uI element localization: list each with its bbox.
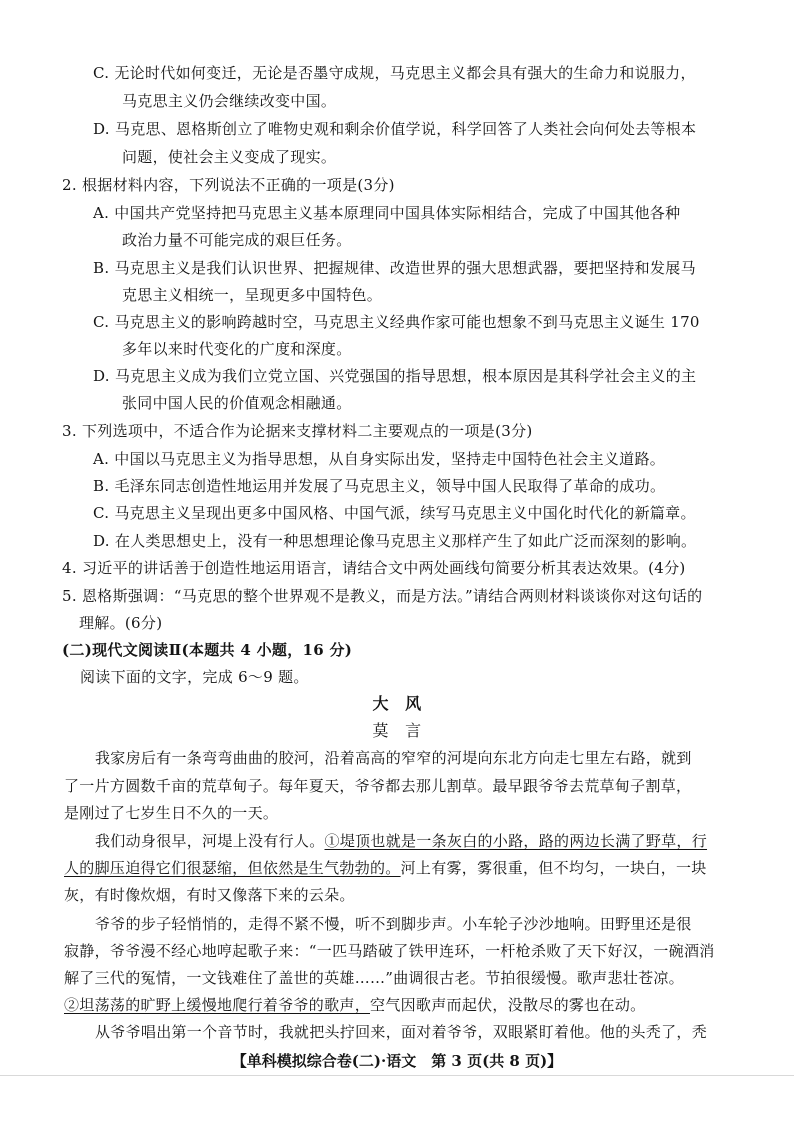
underlined-sentence-1: ①堤顶也就是一条灰白的小路，路的两边长满了野草，行 [324,832,708,850]
story-paragraph-1-line2: 了一片方圆数千亩的荒草甸子。每年夏天，爷爷都去那儿割草。最早跟爷爷去荒草甸子割草， [64,777,692,795]
q1-option-d-line1: D. 马克思、恩格斯创立了唯物史观和剩余价值学说，科学回答了人类社会向何处去等根本 [93,120,697,138]
q1-option-c-line2: 马克思主义仍会继续改变中国。 [122,92,337,110]
q2-option-c-line1: C. 马克思主义的影响跨越时空，马克思主义经典作家可能也想象不到马克思主义诞生 170 [93,313,700,331]
story-paragraph-2-line3: 灰，有时像炊烟，有时又像落下来的云朵。 [64,886,355,904]
q3-option-b: B. 毛泽东同志创造性地运用并发展了马克思主义，领导中国人民取得了革命的成功。 [93,477,666,495]
q1-option-d-line2: 问题，使社会主义变成了现实。 [122,148,337,166]
underlined-sentence-2: ②坦荡荡的旷野上缓慢地爬行着爷爷的歌声， [64,996,371,1014]
q2-option-c-line2: 多年以来时代变化的广度和深度。 [122,340,352,358]
q2-option-d-line2: 张同中国人民的价值观念相融通。 [122,394,352,412]
story-paragraph-3-line1: 爷爷的步子轻悄悄的，走得不紧不慢，听不到脚步声。小车轮子沙沙地响。田野里还是很 [95,915,692,933]
page-footer: 【单科模拟综合卷(二)·语文 第 3 页(共 8 页)】 [231,1052,563,1070]
q1-option-c-line1: C. 无论时代如何变迁，无论是否墨守成规，马克思主义都会具有强大的生命力和说服力， [93,64,696,82]
story-paragraph-1-line1: 我家房后有一条弯弯曲曲的胶河，沿着高高的窄窄的河堤向东北方向走七里左右路，就到 [95,749,692,767]
q5-stem-line2: 理解。(6分) [79,614,163,632]
q5-stem-line1: 5. 恩格斯强调：“马克思的整个世界观不是教义，而是方法。”请结合两则材料谈谈你对这句话的 [62,587,703,605]
story-paragraph-2-text-continued: 河上有雾，雾很重，但不均匀，一块白，一块 [400,859,707,877]
q3-option-a: A. 中国以马克思主义为指导思想，从自身实际出发，坚持走中国特色社会主义道路。 [93,450,666,468]
story-author: 莫 言 [372,721,422,740]
q2-option-b-line2: 克思主义相统一，呈现更多中国特色。 [122,286,383,304]
story-paragraph-4-line1: 从爷爷唱出第一个音节时，我就把头拧回来，面对着爷爷，双眼紧盯着他。他的头秃了，秃 [95,1023,708,1041]
story-paragraph-3-text-continued: 空气因歌声而起伏，没散尽的雾也在动。 [370,996,646,1014]
q2-option-a-line2: 政治力量不可能完成的艰巨任务。 [122,231,352,249]
section-heading: (二)现代文阅读Ⅱ(本题共 4 小题，16 分) [62,641,353,659]
story-paragraph-2-line2 [64,858,707,878]
section-instruction: 阅读下面的文字，完成 6～9 题。 [80,668,309,686]
q4-stem: 4. 习近平的讲话善于创造性地运用语言，请结合文中两处画线句简要分析其表达效果。(4分) [62,559,686,577]
q3-stem: 3. 下列选项中，不适合作为论据来支撑材料二主要观点的一项是(3分) [62,422,533,440]
q3-option-c: C. 马克思主义呈现出更多中国风格、中国气派，续写马克思主义中国化时代化的新篇章。 [93,504,696,522]
story-paragraph-3-line2: 寂静，爷爷漫不经心地哼起歌子来：“一匹马踏破了铁甲连环，一杆枪杀败了天下好汉，一碗酒消 [64,942,715,960]
story-paragraph-3-line4 [64,995,645,1015]
story-paragraph-3-line3: 解了三代的冤情，一文钱难住了盖世的英雄……”曲调很古老。节拍很缓慢。歌声悲壮苍凉。 [64,969,684,987]
q2-option-d-line1: D. 马克思主义成为我们立党立国、兴党强国的指导思想，根本原因是其科学社会主义的主 [93,367,697,385]
q2-stem: 2. 根据材料内容，下列说法不正确的一项是(3分) [62,176,395,194]
story-paragraph-1-line3: 是刚过了七岁生日不久的一天。 [64,804,279,822]
story-paragraph-2-line1 [95,831,707,851]
q3-option-d: D. 在人类思想史上，没有一种思想理论像马克思主义那样产生了如此广泛而深刻的影响。 [93,532,697,550]
underlined-sentence-1-continued: 人的脚压迫得它们很瑟缩，但依然是生气勃勃的。 [64,859,401,877]
story-title: 大 风 [372,694,422,713]
q2-option-b-line1: B. 马克思主义是我们认识世界、把握规律、改造世界的强大思想武器，要把坚持和发展马 [93,259,696,277]
q2-option-a-line1: A. 中国共产党坚持把马克思主义基本原理同中国具体实际相结合，完成了中国其他各种 [93,204,681,222]
footer-divider [0,1075,794,1076]
story-paragraph-2-text: 我们动身很早，河堤上没有行人。 [95,832,325,850]
